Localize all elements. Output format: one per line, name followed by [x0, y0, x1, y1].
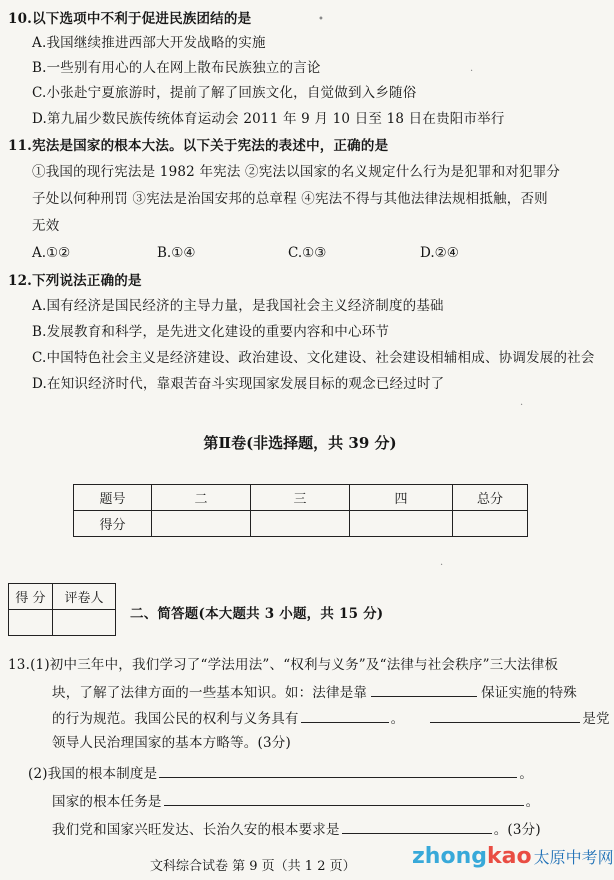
q13-text: 。(3分): [493, 822, 541, 838]
score-table-row-label: 得分: [74, 511, 152, 537]
watermark-text: zhong: [412, 844, 487, 869]
q10-option-a: A.我国继续推进西部大开发战略的实施: [32, 35, 266, 51]
score-cell: [453, 511, 528, 537]
site-watermark: [412, 844, 614, 869]
q10-option-b: B.一些别有用心的人在网上散布民族独立的言论: [32, 60, 321, 76]
q13-text: (2)我国的根本制度是: [28, 766, 158, 782]
page-footer: 文科综合试卷 第 9 页（共 1 2 页）: [150, 859, 356, 874]
scan-speck: ·: [520, 400, 524, 411]
grader-name-label: 评卷人: [53, 584, 116, 610]
part-2-heading: 二、简答题(本大题共 3 小题，共 15 分): [130, 606, 384, 622]
score-table-header-row: [74, 485, 528, 511]
q13-text: 国家的根本任务是: [52, 794, 162, 810]
q11-option-a: A.①②: [32, 245, 71, 261]
q13-line: [52, 682, 577, 702]
answer-blank: [342, 819, 492, 834]
score-cell: [350, 511, 453, 537]
grader-name-cell: [53, 610, 116, 636]
score-table-header: 四: [350, 485, 453, 511]
score-table-header: 三: [251, 485, 350, 511]
answer-blank: [371, 682, 477, 697]
scan-speck: ·: [470, 66, 474, 77]
q12-option-b: B.发展教育和科学，是先进文化建设的重要内容和中心环节: [32, 324, 390, 340]
q12-option-c: C.中国特色社会主义是经济建设、政治建设、文化建设、社会建设相辅相成、协调发展的社会: [32, 350, 595, 366]
grader-score-label: 得 分: [9, 584, 53, 610]
q13-text: 。: [390, 711, 405, 727]
q13-line: 13.(1)初中三年中，我们学习了“学法用法”、“权利与义务”及“法律与社会秩序”三大法律板: [8, 657, 559, 673]
score-table-header: 总分: [453, 485, 528, 511]
section-2-title: 第Ⅱ卷(非选择题，共 39 分): [203, 434, 397, 452]
q13-line: [52, 791, 539, 811]
score-cell: [251, 511, 350, 537]
q13-text: 。: [519, 766, 534, 782]
q10-stem: 10.以下选项中不利于促进民族团结的是: [8, 11, 252, 27]
answer-blank: [301, 708, 389, 723]
score-table: [73, 484, 528, 537]
answer-blank: [430, 708, 580, 723]
answer-blank: [164, 791, 524, 806]
q12-option-a: A.国有经济是国民经济的主导力量，是我国社会主义经济制度的基础: [32, 298, 444, 314]
q11-statement-line: ①我国的现行宪法是 1982 年宪法 ②宪法以国家的名义规定什么行为是犯罪和对犯罪分: [32, 164, 561, 180]
q11-statement-line: 子处以何种刑罚 ③宪法是治国安邦的总章程 ④宪法不得与其他法律法规相抵触，否则: [32, 191, 548, 207]
grader-score-cell: [9, 610, 53, 636]
scan-speck: ·: [440, 560, 444, 571]
q13-line: [28, 763, 533, 783]
q13-text: 是党: [582, 711, 610, 727]
watermark-text: kao: [487, 844, 532, 869]
q13-line: 领导人民治理国家的基本方略等。(3分): [52, 735, 291, 751]
score-table-header: 二: [152, 485, 251, 511]
q11-statement-line: 无效: [32, 218, 60, 234]
q11-stem: 11.宪法是国家的根本大法。以下关于宪法的表述中，正确的是: [8, 138, 389, 154]
q10-option-c: C.小张赴宁夏旅游时，提前了解了回族文化，自觉做到入乡随俗: [32, 85, 417, 101]
q13-line: [52, 819, 541, 839]
q13-text: 的行为规范。我国公民的权利与义务具有: [52, 711, 299, 727]
q12-stem: 12.下列说法正确的是: [8, 273, 142, 289]
grader-table: [8, 583, 116, 636]
score-cell: [152, 511, 251, 537]
q11-option-c: C.①③: [288, 245, 327, 261]
q13-text: 保证实施的特殊: [481, 685, 578, 701]
q13-text: 块，了解了法律方面的一些基本知识。如：法律是靠: [52, 685, 368, 701]
score-table-header: 题号: [74, 485, 152, 511]
q11-option-b: B.①④: [157, 245, 196, 261]
q13-text: 。: [525, 794, 540, 810]
q13-text: 我们党和国家兴旺发达、长治久安的根本要求是: [52, 822, 340, 838]
scan-speck: •: [318, 14, 324, 25]
watermark-text: 太原中考网: [533, 848, 614, 867]
score-table-score-row: [74, 511, 528, 537]
q10-option-d: D.第九届少数民族传统体育运动会 2011 年 9 月 10 日至 18 日在贵阳市举行: [32, 111, 505, 127]
answer-blank: [159, 763, 517, 778]
q11-option-d: D.②④: [420, 245, 459, 261]
q13-line: [52, 708, 610, 728]
q12-option-d: D.在知识经济时代，靠艰苦奋斗实现国家发展目标的观念已经过时了: [32, 376, 445, 392]
